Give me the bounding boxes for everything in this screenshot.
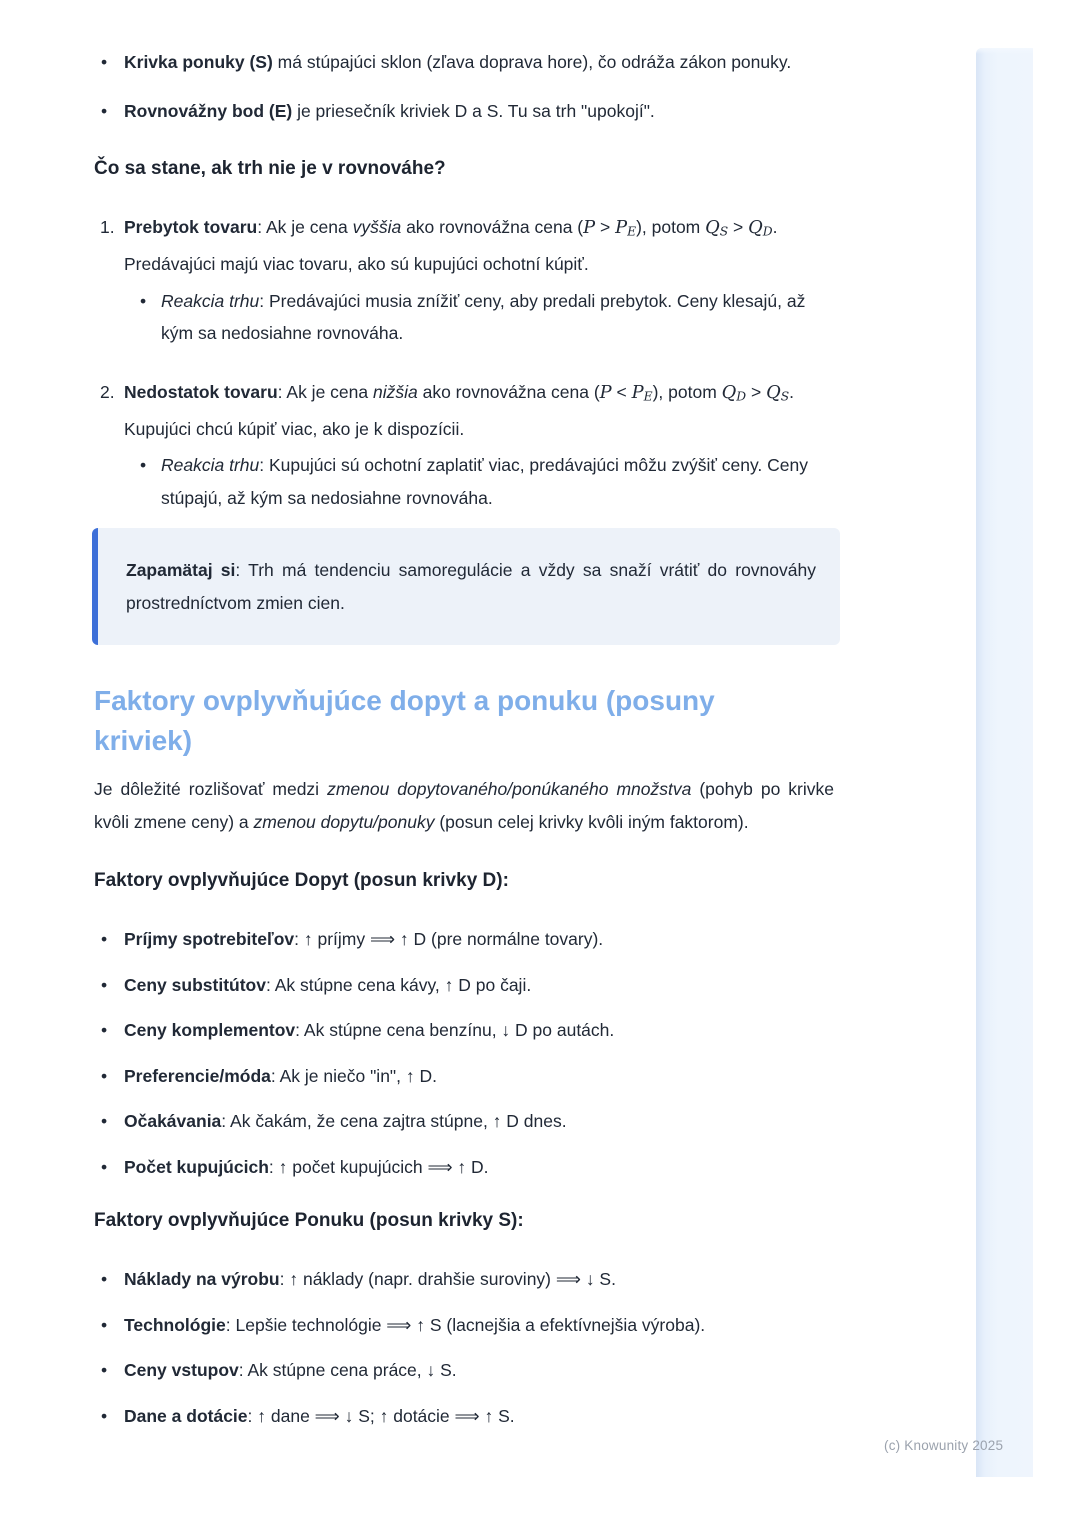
sub-bullet-list — [137, 285, 834, 350]
list-item-text: Ceny vstupov: Ak stúpne cena práce, ↓ S. — [124, 1360, 457, 1381]
numbered-item-text: Nedostatok tovaru: Ak je cena nižšia ako rovnovážna cena (P < PE), potom QD > QS. Kupujúci chcú kúpiť viac, ako je k dispozícii. — [124, 381, 794, 439]
bullet-dot-icon — [94, 1309, 124, 1342]
list-item-text: Ceny substitútov: Ak stúpne cena kávy, ↑ D po čaji. — [124, 974, 532, 995]
list-item-text: Technológie: Lepšie technológie ⟹ ↑ S (lacnejšia a efektívnejšia výroba). — [124, 1314, 706, 1335]
bullet-dot-icon — [94, 1151, 124, 1184]
top-bullet-list — [94, 46, 834, 127]
list-item-text: Príjmy spotrebiteľov: ↑ príjmy ⟹ ↑ D (pre normálne tovary). — [124, 929, 604, 950]
numbered-item — [94, 376, 834, 515]
list-item — [94, 1354, 834, 1387]
sub-bullet-list — [137, 449, 834, 514]
numbered-item-text: Prebytok tovaru: Ak je cena vyššia ako rovnovážna cena (P > PE), potom QS > QD. Predávajúci majú viac tovaru, ako sú kupujúci ochotní kúpiť. — [124, 217, 778, 275]
list-item-text: Náklady na výrobu: ↑ náklady (napr. drahšie suroviny) ⟹ ↓ S. — [124, 1269, 616, 1290]
section-heading-factors: Faktory ovplyvňujúce dopyt a ponuku (posuny kriviek) — [94, 685, 715, 757]
callout-text: Zapamätaj si: Trh má tendenciu samoregulácie a vždy sa snaží vrátiť do rovnováhy prostredníctvom zmien cien. — [126, 560, 816, 613]
bullet-dot-icon — [137, 449, 161, 514]
bullet-dot-icon — [94, 1014, 124, 1047]
list-item — [94, 46, 834, 79]
item-number: 1. — [100, 217, 115, 237]
bullet-dot-icon — [137, 285, 161, 350]
list-item-text: Ceny komplementov: Ak stúpne cena benzínu, ↓ D po autách. — [124, 1020, 615, 1041]
numbered-list — [94, 211, 834, 514]
list-item-text: Preferencie/móda: Ak je niečo "in", ↑ D. — [124, 1065, 437, 1086]
sub-bullet-item — [137, 285, 834, 350]
bullet-dot-icon — [94, 1263, 124, 1296]
intro-paragraph: Je dôležité rozlišovať medzi zmenou dopytovaného/ponúkaného množstva (pohyb po krivke kvôli zmene ceny) a zmenou dopytu/ponuky (posun celej krivky kvôli iným faktorom). — [94, 779, 834, 833]
bullet-dot-icon — [94, 1400, 124, 1433]
list-item-text: Krivka ponuky (S) má stúpajúci sklon (zľava doprava hore), čo odráža zákon ponuky. — [124, 52, 792, 72]
sub-bullet-text: Reakcia trhu: Kupujúci sú ochotní zaplatiť viac, predávajúci môžu zvýšiť ceny. Ceny stúpajú, až kým sa nedosiahne rovnováha. — [161, 455, 809, 508]
bullet-dot-icon — [94, 923, 124, 956]
bullet-dot-icon — [94, 95, 124, 128]
subheading-market-imbalance: Čo sa stane, ak trh nie je v rovnováhe? — [94, 158, 446, 179]
supply-factors-list — [94, 1263, 834, 1432]
list-item-text: Dane a dotácie: ↑ dane ⟹ ↓ S; ↑ dotácie ⟹ ↑ S. — [124, 1405, 515, 1426]
bullet-dot-icon — [94, 969, 124, 1002]
item-number: 2. — [100, 381, 115, 402]
list-item — [94, 1105, 834, 1138]
numbered-item — [94, 211, 834, 350]
demand-factors-heading: Faktory ovplyvňujúce Dopyt (posun krivky D): — [94, 870, 509, 892]
numbered-item-body — [124, 211, 834, 350]
list-item-text: Rovnovážny bod (E) je priesečník kriviek D a S. Tu sa trh "upokojí". — [124, 100, 655, 121]
bullet-dot-icon — [94, 1354, 124, 1387]
list-item-text: Očakávania: Ak čakám, že cena zajtra stúpne, ↑ D dnes. — [124, 1111, 567, 1132]
remember-callout — [92, 528, 840, 645]
list-item — [94, 969, 834, 1002]
content-column — [94, 46, 834, 1432]
side-page-strip — [976, 48, 1033, 1477]
list-item — [94, 923, 834, 956]
list-item — [94, 1263, 834, 1296]
supply-factors-heading: Faktory ovplyvňujúce Ponuku (posun krivky S): — [94, 1210, 524, 1232]
bullet-dot-icon — [94, 1060, 124, 1093]
list-item — [94, 1151, 834, 1184]
sub-bullet-item — [137, 449, 834, 514]
list-item-text: Počet kupujúcich: ↑ počet kupujúcich ⟹ ↑ D. — [124, 1156, 489, 1177]
demand-factors-list — [94, 923, 834, 1183]
bullet-dot-icon — [94, 46, 124, 79]
sub-bullet-text: Reakcia trhu: Predávajúci musia znížiť ceny, aby predali prebytok. Ceny klesajú, až kým sa nedosiahne rovnováha. — [161, 290, 806, 344]
list-item — [94, 1014, 834, 1047]
list-item — [94, 95, 834, 128]
bullet-dot-icon — [94, 1105, 124, 1138]
list-item — [94, 1400, 834, 1433]
list-item — [94, 1060, 834, 1093]
numbered-item-body — [124, 376, 834, 515]
list-item — [94, 1309, 834, 1342]
copyright-watermark: (c) Knowunity 2025 — [884, 1438, 1004, 1453]
